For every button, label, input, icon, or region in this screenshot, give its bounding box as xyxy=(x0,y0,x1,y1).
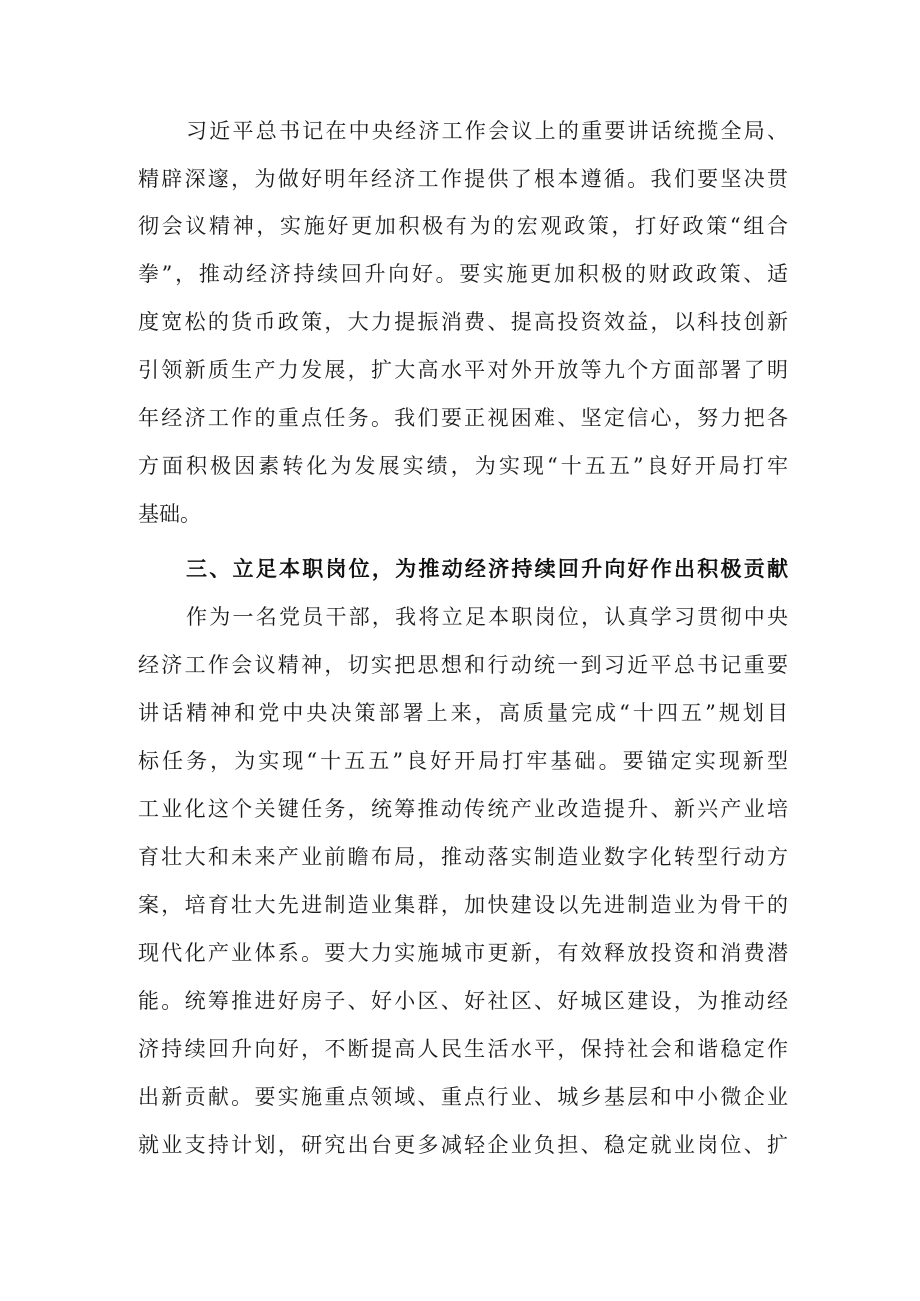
paragraph-1-line-8: 方面积极因素转化为发展实绩，为实现“十五五”良好开局打牢 xyxy=(138,454,788,478)
paragraph-1-line-9: 基础。 xyxy=(138,502,201,526)
section-3-line-5: 工业化这个关键任务，统筹推动传统产业改造提升、新兴产业培 xyxy=(138,797,788,821)
section-3-line-3: 讲话精神和党中央决策部署上来，高质量完成“十四五”规划目 xyxy=(138,701,788,725)
section-3-line-8: 现代化产业体系。要大力实施城市更新，有效释放投资和消费潜 xyxy=(138,941,788,965)
paragraph-1-line-6: 引领新质生产力发展，扩大高水平对外开放等九个方面部署了明 xyxy=(138,358,788,382)
paragraph-1-line-1: 习近平总书记在中央经济工作会议上的重要讲话统揽全局、 xyxy=(186,119,788,143)
paragraph-1-line-5: 度宽松的货币政策，大力提振消费、提高投资效益，以科技创新 xyxy=(138,310,788,334)
section-3-line-9: 能。统筹推进好房子、好小区、好社区、好城区建设，为推动经 xyxy=(138,989,788,1013)
section-3-line-4: 标任务，为实现“十五五”良好开局打牢基础。要锚定实现新型 xyxy=(138,749,788,773)
section-3-heading: 三、立足本职岗位，为推动经济持续回升向好作出积极贡献 xyxy=(186,557,788,581)
section-3-line-2: 经济工作会议精神，切实把思想和行动统一到习近平总书记重要 xyxy=(138,653,788,677)
paragraph-1-line-2: 精辟深邃，为做好明年经济工作提供了根本遵循。我们要坚决贯 xyxy=(138,167,788,191)
paragraph-1-line-3: 彻会议精神，实施好更加积极有为的宏观政策，打好政策“组合 xyxy=(138,214,788,238)
section-3-line-12: 就业支持计划，研究出台更多减轻企业负担、稳定就业岗位、扩 xyxy=(138,1133,788,1157)
section-3-line-6: 育壮大和未来产业前瞻布局，推动落实制造业数字化转型行动方 xyxy=(138,845,788,869)
section-3-line-1: 作为一名党员干部，我将立足本职岗位，认真学习贯彻中央 xyxy=(186,605,788,629)
paragraph-1-line-7: 年经济工作的重点任务。我们要正视困难、坚定信心，努力把各 xyxy=(138,406,788,430)
section-3-line-7: 案，培育壮大先进制造业集群，加快建设以先进制造业为骨干的 xyxy=(138,893,788,917)
section-3-line-10: 济持续回升向好，不断提高人民生活水平，保持社会和谐稳定作 xyxy=(138,1037,788,1061)
section-3-line-11: 出新贡献。要实施重点领域、重点行业、城乡基层和中小微企业 xyxy=(138,1085,788,1109)
paragraph-1-line-4: 拳”，推动经济持续回升向好。要实施更加积极的财政政策、适 xyxy=(138,262,788,286)
